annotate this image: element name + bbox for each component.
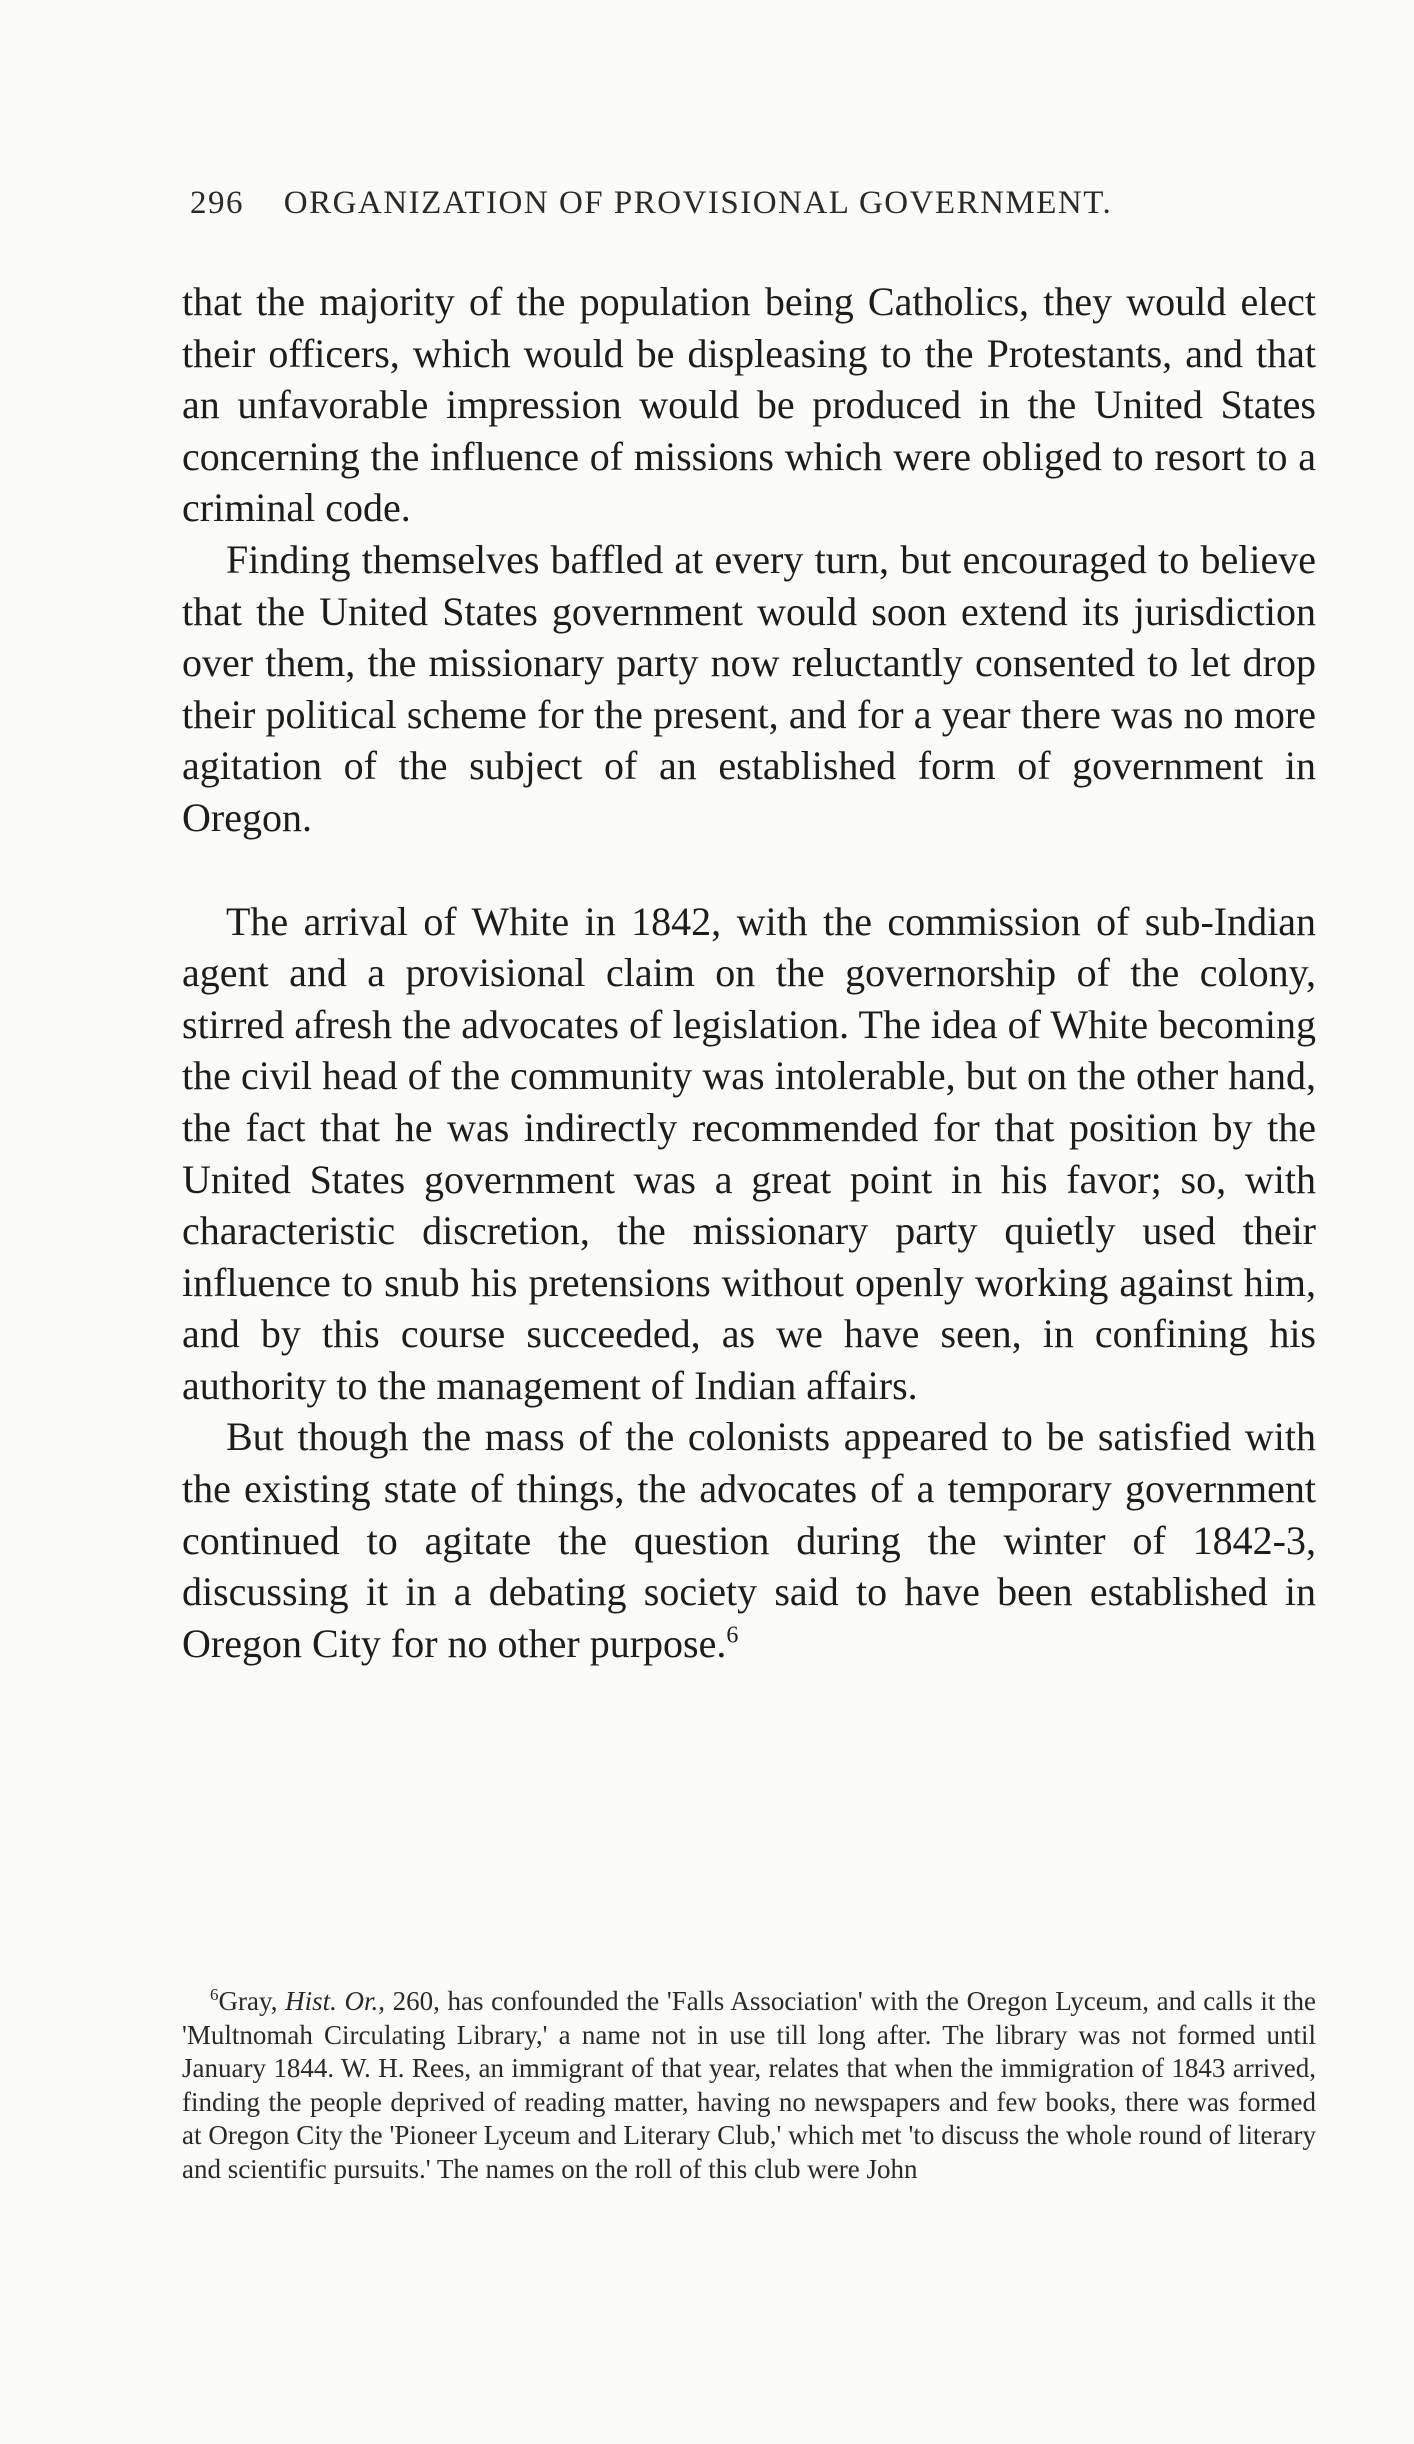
running-title: ORGANIZATION OF PROVISIONAL GOVERNMENT.: [283, 185, 1113, 221]
body-text: [182, 276, 1316, 1669]
paragraph-2: Finding themselves baffled at every turn, but encouraged to believe that the United States government would soon extend its jurisdiction over them, the missionary party now reluctantly consented to let drop their political scheme for the present, and for a year there was no more agitation of the subject of an established form of government in Oregon.: [182, 536, 1316, 840]
page-number: 296: [190, 185, 244, 221]
footnote-mark: 6: [210, 1985, 219, 2004]
footnote-citation: Hist. Or.: [285, 1986, 379, 2016]
footnote-reference: 6: [726, 1622, 739, 1649]
paragraph-3: The arrival of White in 1842, with the commission of sub-Indian agent and a provisional claim on the governorship of the colony, stirred afresh the advocates of legislation. The idea of White becoming the civil head of the community was intolerable, but on the other hand, the fact that he was indirectly recommended for that position by the United States government was a great point in his favor; so, with characteristic discretion, the missionary party quietly used their influence to snub his pretensions without openly working against him, and by this course succeeded, as we have seen, in confining his authority to the management of Indian affairs.: [182, 898, 1316, 1408]
paragraph-1: that the majority of the population being Catholics, they would elect their officers, which would be displeasing to the Protestants, and that an unfavorable impression would be produced in the United States concerning the influence of missions which were obliged to resort to a criminal code.: [182, 279, 1316, 531]
paragraph-4: [182, 1411, 1316, 1669]
running-head: [190, 185, 1210, 235]
section-break: [182, 844, 1316, 896]
footnote-text: , 260, has confounded the 'Falls Association' with the Oregon Lyceum, and calls it the 'Multnomah Circulating Library,' a name not in use till long after. The library was not formed until January 1844. W. H. Rees, an immigrant of that year, relates that when the immigration of 1843 arrived, finding the people deprived of reading matter, having no newspapers and few books, there was formed at Oregon City the 'Pioneer Lyceum and Literary Club,' which met 'to discuss the whole round of literary and scientific pursuits.' The names on the roll of this club were John: [182, 1986, 1316, 2184]
paragraph-4-text: But though the mass of the colonists appeared to be satisfied with the existing state of things, the advocates of a temporary government continued to agitate the question during the winter of 1842-3, discussing it in a debating society said to have been established in Oregon City for no other purpose.: [182, 1414, 1316, 1666]
footnote-author: Gray,: [218, 1986, 286, 2016]
footnote: [182, 1985, 1316, 2187]
